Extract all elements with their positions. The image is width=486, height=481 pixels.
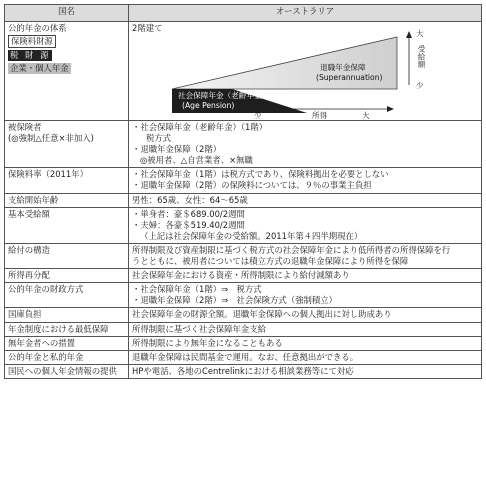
row-label-cell (5, 243, 129, 268)
superannuation-label-en: (Superannuation) (316, 73, 383, 82)
table-row (5, 121, 482, 168)
table-row (5, 350, 482, 364)
row-value-cell (129, 207, 482, 243)
table-row (5, 283, 482, 308)
header-country-label: 国名 (5, 5, 129, 22)
table-row (5, 243, 482, 268)
table-row (5, 336, 482, 350)
row-value-line: ・社会保障年金（1階）⇒ 税方式 (132, 284, 262, 295)
table-row (5, 322, 482, 336)
row-value-line: ・社会保障年金（1階）は税方式であり、保険料拠出を必要としない (132, 169, 389, 180)
row-value-line: ・夫婦：各豪＄519.40/2週間 (132, 219, 245, 230)
row-label: 国庫負担 (8, 309, 42, 320)
row-label-cell (5, 193, 129, 207)
row-label: 公的年金の財政方式 (8, 284, 84, 295)
row-value-cell (129, 350, 482, 364)
age-pension-label-en: (Age Pension) (182, 101, 235, 110)
table-row (5, 308, 482, 322)
row-value-line: HPや電話、各地のCentrelinkにおける相談業務等にて対応 (132, 365, 354, 376)
row-label-cell (5, 322, 129, 336)
row-label: 給付の構造 (8, 244, 50, 255)
row-label-cell (5, 168, 129, 193)
system-diagram-cell (129, 22, 482, 121)
header-row (5, 5, 482, 22)
row-value-line: 所得制限に基づく社会保障年金支給 (132, 323, 266, 334)
row-label: 支給開始年齢 (8, 194, 59, 205)
row-label-cell (5, 308, 129, 322)
income-axis-high: 大 (362, 111, 370, 120)
row-value-cell (129, 193, 482, 207)
header-country-name: オーストラリア (129, 5, 482, 22)
legend-private-pension: 企業・個人年金 (10, 63, 69, 74)
row-label: 所得再分配 (8, 270, 50, 281)
benefit-axis-high: 大 (416, 29, 424, 38)
row-label-cell (5, 364, 129, 378)
row-value-line: 税方式 (146, 133, 172, 144)
row-label-cell (5, 207, 129, 243)
row-value-cell (129, 364, 482, 378)
row-label: 公的年金と私的年金 (8, 351, 84, 362)
age-pension-label: 社会保障年金（老齢年金） (178, 91, 270, 100)
row-value-cell (129, 283, 482, 308)
row-value-line: 退職年金保障は民間基金で運用。なお、任意拠出ができる。 (132, 351, 359, 362)
row-value-line: （上記は社会保障年金の受給額。2011年第４四半期現在） (140, 230, 363, 241)
row-value-line: ・退職年金保障（2階） (132, 144, 222, 155)
row-label: 基本受給額 (8, 208, 50, 219)
row-value-cell (129, 121, 482, 168)
row-value-line: ・単身者：豪＄689.00/2週間 (132, 208, 245, 219)
system-row (5, 22, 482, 121)
system-label-cell (5, 22, 129, 121)
row-value-line: 所得制限及び資産制限に基づく税方式の社会保障年金により低所得者の所得保障を行 (132, 244, 451, 255)
table-row (5, 269, 482, 283)
table-row (5, 207, 482, 243)
row-label-cell (5, 283, 129, 308)
row-value-cell (129, 168, 482, 193)
row-value-cell (129, 269, 482, 283)
income-axis-label: 所得 (312, 111, 328, 120)
row-label-cell (5, 269, 129, 283)
row-value-line: 男性：65歳、女性：64～65歳 (132, 194, 248, 205)
system-label: 公的年金の体系 (8, 23, 67, 33)
income-axis-low: 少 (254, 111, 262, 120)
row-label: 年金制度における最低保障 (8, 323, 109, 334)
row-value-line: うとともに、被用者については積立方式の退職年金保障により所得を保障 (132, 256, 409, 267)
pension-table (4, 4, 482, 379)
row-label: 無年金者への措置 (8, 337, 75, 348)
row-label-cell (5, 121, 129, 168)
row-value-cell (129, 308, 482, 322)
row-sublabel: (◎強制△任意×非加入) (8, 133, 94, 144)
table-row (5, 364, 482, 378)
benefit-axis-label: 受給額 (417, 45, 427, 68)
benefit-axis-arrow (406, 31, 412, 38)
row-value-cell (129, 243, 482, 268)
row-label: 保険料率（2011年） (8, 169, 88, 180)
superannuation-label: 退職年金保障 (320, 63, 366, 72)
row-value-line: 所得制限により無年金になることもある (132, 337, 283, 348)
row-label: 国民への個人年金情報の提供 (8, 365, 117, 376)
row-label-cell (5, 350, 129, 364)
row-value-line: ◎被用者、△自営業者、×無職 (140, 155, 253, 166)
pension-tier-diagram (132, 23, 478, 119)
row-value-cell (129, 322, 482, 336)
row-value-line: ・退職年金保障（2階）の保険料については、９％の事業主負担 (132, 180, 372, 191)
income-axis-arrow (387, 106, 394, 112)
table-row (5, 193, 482, 207)
pension-comparison-sheet (4, 4, 482, 476)
legend-tax-funded: 税 財 源 (10, 50, 51, 61)
row-value-line: 社会保障年金の財源全額。退職年金保障への個人拠出に対し助成あり (132, 309, 392, 320)
benefit-axis-low: 少 (416, 81, 424, 90)
legend-insurance-funded: 保険料財源 (8, 35, 56, 48)
tier-count-note: 2階建て (132, 23, 163, 33)
row-label-cell (5, 336, 129, 350)
row-label: 被保険者 (8, 122, 42, 132)
table-row (5, 168, 482, 193)
row-value-line: ・退職年金保障（2階）⇒ 社会保険方式（強制積立） (132, 295, 337, 306)
row-value-line: ・社会保障年金（老齢年金）（1階） (132, 122, 268, 132)
row-value-cell (129, 336, 482, 350)
row-value-line: 社会保障年金における資産・所得制限により給付減額あり (132, 270, 350, 281)
